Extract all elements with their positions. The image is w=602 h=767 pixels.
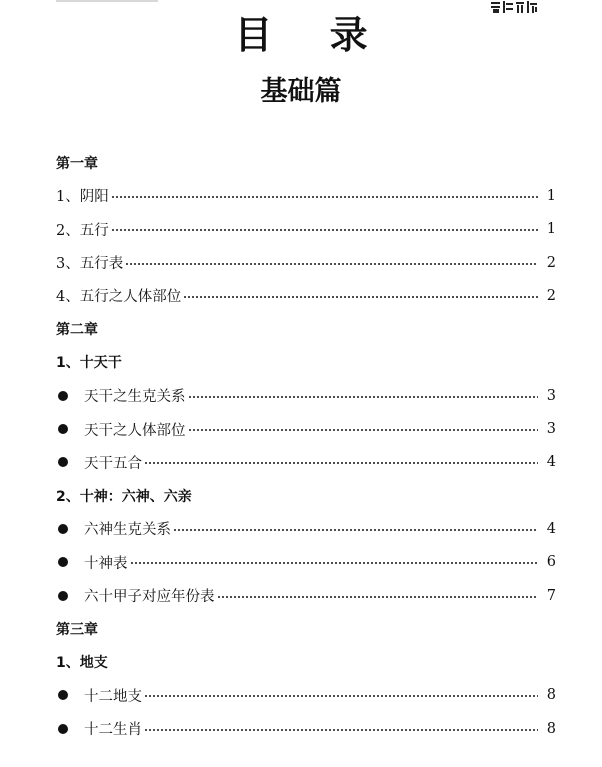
bullet-icon [58, 424, 68, 434]
toc-label: 六十甲子对应年份表 [84, 589, 215, 605]
page-number: 4 [546, 454, 556, 471]
toc-entry[interactable] [56, 179, 556, 212]
toc-label: 2、五行 [56, 222, 109, 239]
toc-label: 十神表 [84, 555, 128, 572]
toc-entry[interactable] [56, 279, 556, 312]
toc-label: 第三章 [56, 621, 98, 638]
toc-entry[interactable] [56, 512, 556, 545]
toc-entry[interactable] [56, 379, 556, 412]
toc-label: 十二地支 [84, 688, 142, 705]
section-subtitle: 基础篇 [260, 76, 342, 107]
dot-leader [217, 596, 539, 598]
toc-entry[interactable] [56, 412, 556, 445]
dot-leader [144, 462, 538, 464]
dot-leader [144, 729, 538, 731]
toc-entry[interactable] [56, 546, 556, 579]
bullet-icon [58, 524, 68, 534]
page-number: 6 [546, 554, 556, 571]
page-number: 3 [546, 421, 556, 438]
toc-entry[interactable] [56, 712, 556, 745]
page-number: 2 [546, 254, 556, 271]
bullet-icon [58, 557, 68, 567]
toc-entry[interactable] [56, 679, 556, 712]
dot-leader [188, 429, 539, 431]
top-rule [56, 0, 158, 2]
bullet-icon [58, 591, 68, 601]
page-number: 4 [546, 520, 556, 537]
page-number: 1 [546, 221, 556, 238]
toc-label: 3、五行表 [56, 256, 124, 273]
dot-leader [144, 695, 538, 697]
dot-leader [183, 296, 538, 298]
toc-entry[interactable] [56, 246, 556, 279]
toc-label: 4、五行之人体部位 [56, 289, 182, 306]
toc-label: 2、十神：六神、六亲 [56, 488, 192, 505]
page-number: 8 [546, 720, 556, 737]
toc-label: 1、阴阳 [56, 189, 109, 206]
bullet-icon [58, 690, 68, 700]
toc-label: 天干之人体部位 [84, 422, 186, 439]
page-title: 目 录 [234, 12, 390, 57]
table-of-contents [56, 146, 556, 745]
page-number: 8 [546, 687, 556, 704]
dot-leader [173, 529, 538, 531]
toc-heading [56, 346, 556, 379]
dot-leader [111, 229, 538, 231]
page-number: 1 [546, 187, 556, 204]
toc-heading [56, 146, 556, 179]
bullet-icon [58, 391, 68, 401]
toc-entry[interactable] [56, 446, 556, 479]
toc-heading [56, 645, 556, 678]
toc-label: 六神生克关系 [84, 522, 171, 539]
toc-label: 1、十天干 [56, 355, 122, 372]
bullet-icon [58, 457, 68, 467]
page-number: 7 [546, 587, 556, 604]
toc-label: 第一章 [56, 155, 98, 172]
toc-entry[interactable] [56, 213, 556, 246]
dot-leader [125, 263, 538, 265]
page-number: 3 [546, 387, 556, 404]
bullet-icon [58, 724, 68, 734]
dot-leader [130, 562, 539, 564]
dot-leader [188, 396, 539, 398]
toc-label: 天干之生克关系 [84, 389, 186, 406]
toc-label: 十二生肖 [84, 722, 142, 739]
toc-label: 第二章 [56, 322, 98, 339]
toc-heading [56, 612, 556, 645]
toc-heading [56, 479, 556, 512]
toc-entry[interactable] [56, 579, 556, 612]
toc-heading [56, 312, 556, 345]
dot-leader [111, 196, 538, 198]
page-number: 2 [546, 287, 556, 304]
toc-label: 1、地支 [56, 655, 108, 672]
toc-label: 天干五合 [84, 455, 142, 472]
